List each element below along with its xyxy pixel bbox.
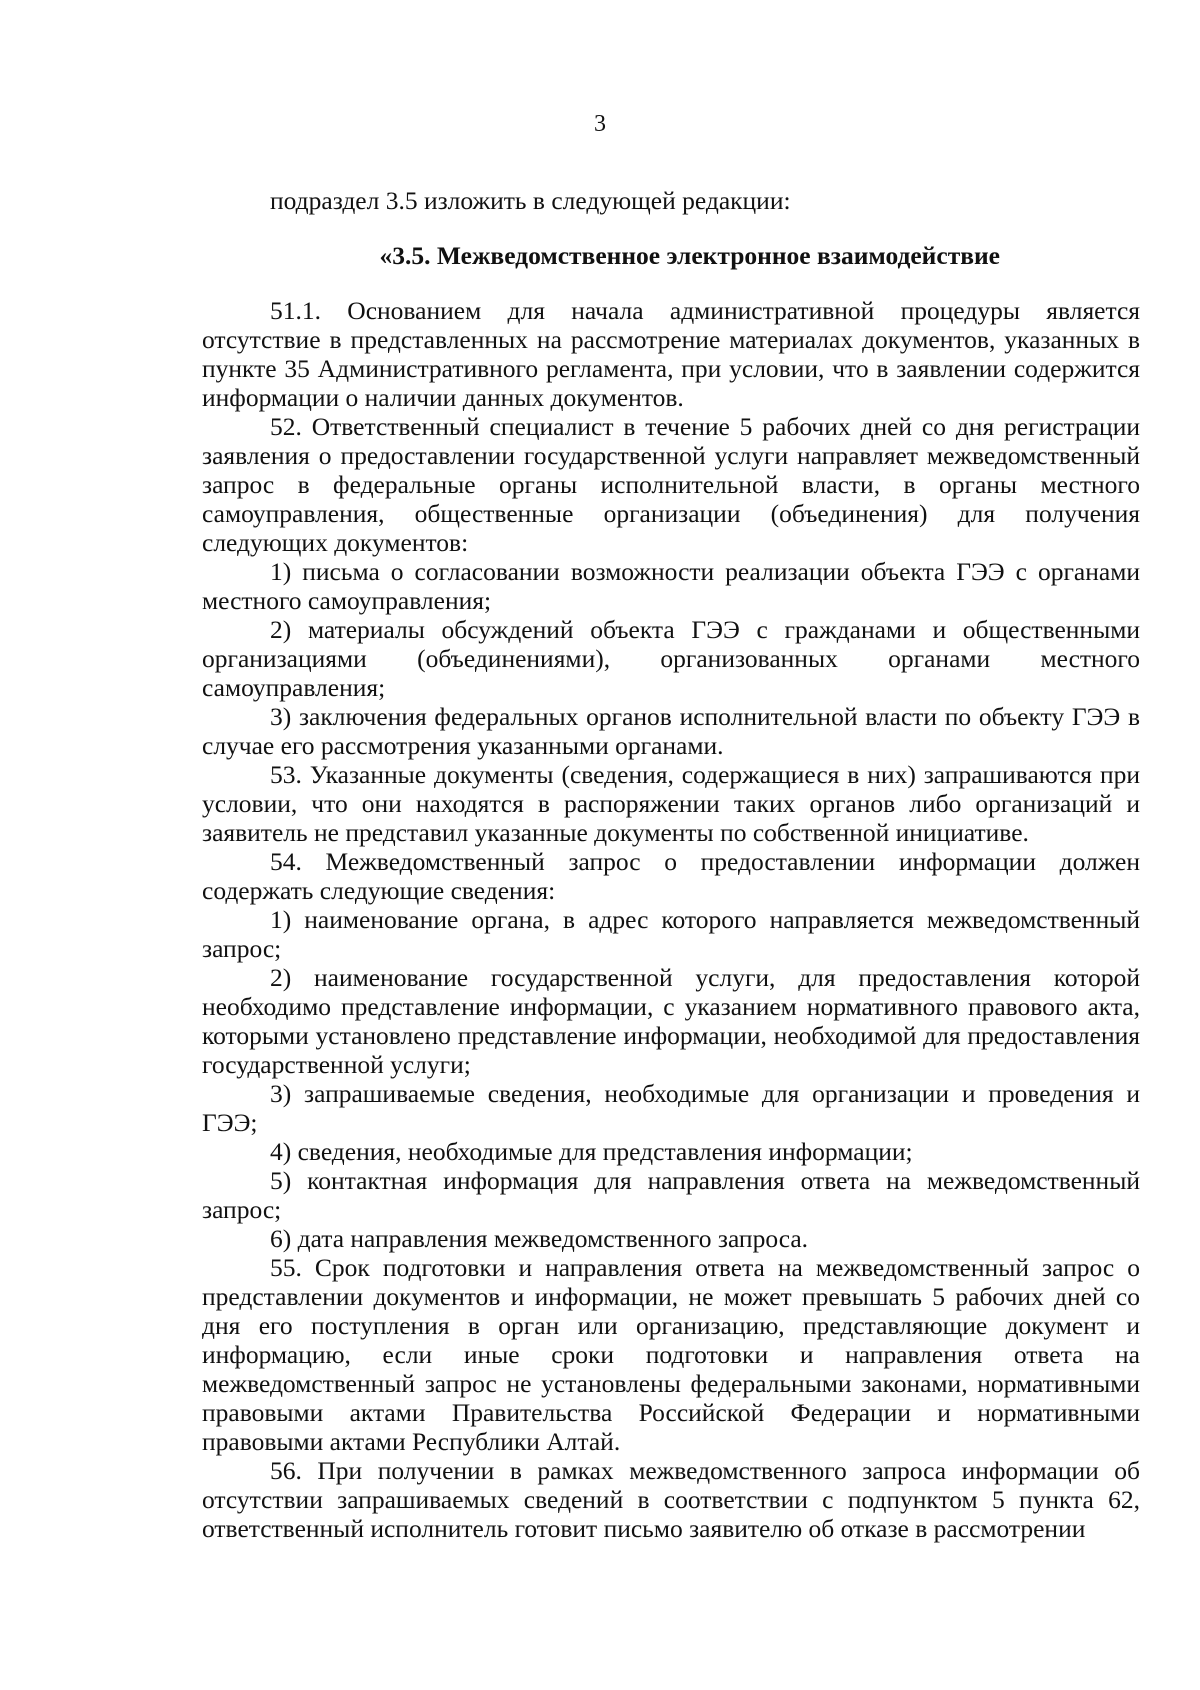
paragraph-55: 55. Срок подготовки и направления ответа на межведомственный запрос о представлении документов и информации, не может превышать 5 рабочих дней со дня его поступления в орган или организацию, представляющие документ и информацию, если иные сроки подготовки и направления ответа на межведомственный запрос не установлены федеральными законами, нормативными правовыми актами Правительства Российской Федерации и нормативными правовыми актами Республики Алтай. bbox=[202, 1253, 1140, 1456]
list-item-54-6: 6) дата направления межведомственного запроса. bbox=[270, 1224, 809, 1253]
paragraph-51-1: 51.1. Основанием для начала административной процедуры является отсутствие в представленных на рассмотрение материалах документов, указанных в пункте 35 Административного регламента, при условии, что в заявлении содержится информации о наличии данных документов. bbox=[202, 296, 1140, 412]
list-item-54-2: 2) наименование государственной услуги, для предоставления которой необходимо представление информации, с указанием нормативного правового акта, которыми установлено представление информации, необходимой для предоставления государственной услуги; bbox=[202, 963, 1140, 1079]
list-item-52-1: 1) письма о согласовании возможности реализации объекта ГЭЭ с органами местного самоуправления; bbox=[202, 557, 1140, 615]
list-item-54-1: 1) наименование органа, в адрес которого направляется межведомственный запрос; bbox=[202, 905, 1140, 963]
paragraph-53: 53. Указанные документы (сведения, содержащиеся в них) запрашиваются при условии, что они находятся в распоряжении таких органов либо организаций и заявитель не представил указанные документы по собственной инициативе. bbox=[202, 760, 1140, 847]
section-heading: «3.5. Межведомственное электронное взаимодействие bbox=[379, 241, 1000, 270]
list-item-52-3: 3) заключения федеральных органов исполнительной власти по объекту ГЭЭ в случае его рассмотрения указанными органами. bbox=[202, 702, 1140, 760]
document-body bbox=[202, 186, 1140, 1543]
paragraph-54: 54. Межведомственный запрос о предоставлении информации должен содержать следующие сведения: bbox=[202, 847, 1140, 905]
paragraph-56: 56. При получении в рамках межведомственного запроса информации об отсутствии запрашиваемых сведений в соответствии с подпунктом 5 пункта 62, ответственный исполнитель готовит письмо заявителю об отказе в рассмотрении bbox=[202, 1456, 1140, 1543]
paragraph-52: 52. Ответственный специалист в течение 5 рабочих дней со дня регистрации заявления о предоставлении государственной услуги направляет межведомственный запрос в федеральные органы исполнительной власти, в органы местного самоуправления, общественные организации (объединения) для получения следующих документов: bbox=[202, 412, 1140, 557]
intro-text: подраздел 3.5 изложить в следующей редакции: bbox=[270, 186, 791, 215]
list-item-54-3: 3) запрашиваемые сведения, необходимые для организации и проведения и ГЭЭ; bbox=[202, 1079, 1140, 1137]
list-item-52-2: 2) материалы обсуждений объекта ГЭЭ с гражданами и общественными организациями (объединениями), организованных органами местного самоуправления; bbox=[202, 615, 1140, 702]
list-item-54-4: 4) сведения, необходимые для представления информации; bbox=[270, 1137, 913, 1166]
list-item-54-5: 5) контактная информация для направления ответа на межведомственный запрос; bbox=[202, 1166, 1140, 1224]
page-number: 3 bbox=[594, 111, 606, 137]
